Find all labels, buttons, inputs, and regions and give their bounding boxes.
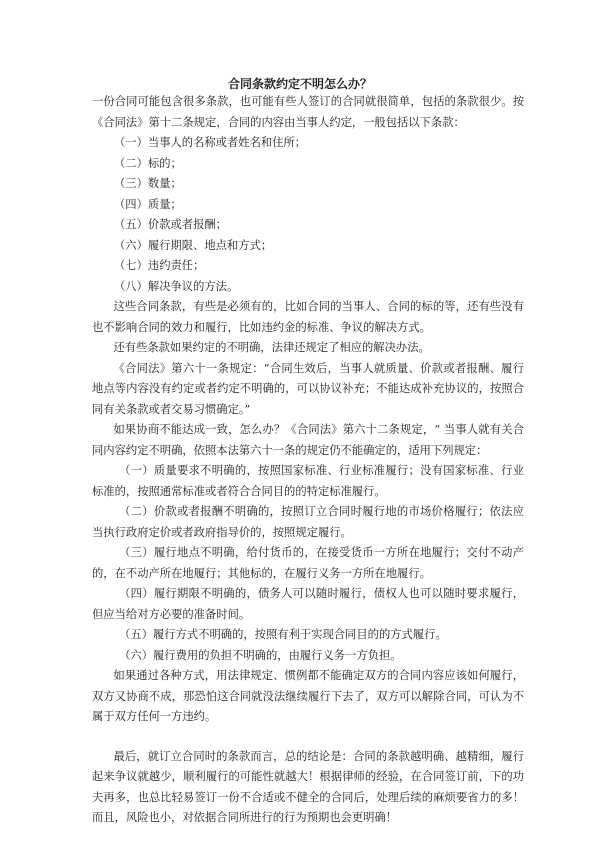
clause-item: （二）标的； — [114, 156, 182, 170]
rule-list — [92, 461, 524, 666]
clause-item: （五）价款或者报酬； — [114, 218, 227, 231]
unclear-clauses-paragraph: 还有些条款如果约定的不明确，法律还规定了相应的解决办法。 — [113, 341, 430, 354]
article-62-paragraph: 如果协商不能达成一致，怎么办？《合同法》第六十二条规定，“ 当事人就有关合同内容约定不明确，依照本法第六十一条的规定仍不能确定的，适用下列规定： — [92, 423, 524, 457]
essential-clauses-paragraph: 这些合同条款，有些是必须有的，比如合同的当事人、合同的标的等，还有些没有也不影响合同的效力和履行，比如违约金的标准、争议的解决方式。 — [92, 300, 524, 334]
clause-item: （四）质量； — [114, 197, 182, 211]
clause-item: （三）数量； — [114, 177, 182, 190]
document-title: 合同条款约定不明怎么办？ — [227, 77, 372, 91]
clause-item: （一）当事人的名称或者姓名和住所； — [114, 136, 307, 149]
rule-item: （二）价款或者报酬不明确的，按照订立合同时履行地的市场价格履行；依法应当执行政府定价或者政府指导价的，按照规定履行。 — [92, 505, 524, 539]
rule-item: （四）履行期限不明确的，债务人可以随时履行，债权人也可以随时要求履行，但应当给对方必要的准备时间。 — [92, 587, 524, 621]
rule-item: （三）履行地点不明确，给付货币的，在接受货币一方所在地履行；交付不动产的，在不动产所在地履行；其他标的，在履行义务一方所在地履行。 — [92, 546, 524, 580]
termination-paragraph: 如果通过各种方式，用法律规定、惯例都不能确定双方的合同内容应该如何履行，双方又协商不成，那恐怕这合同就没法继续履行下去了，双方可以解除合同，可认为不属于双方任何一方违约。 — [92, 669, 524, 723]
paragraph-spacer — [92, 728, 524, 747]
clause-item: （七）违约责任； — [114, 259, 205, 272]
clause-item: （六）履行期限、地点和方式； — [114, 238, 273, 252]
clause-item: （八）解决争议的方法。 — [114, 279, 239, 293]
intro-paragraph: 一份合同可能包含很多条款，也可能有些人签订的合同就很简单，包括的条款很少。按《合同法》第十二条规定，合同的内容由当事人约定，一般包括以下条款： — [92, 95, 524, 129]
clause-list — [92, 133, 524, 297]
article-61-paragraph: 《合同法》第六十一条规定：“合同生效后，当事人就质量、价款或者报酬、履行地点等内容没有约定或者约定不明确的，可以协议补充；不能达成补充协议的，按照合同有关条款或者交易习惯确定。” — [92, 361, 524, 416]
rule-item: （一）质量要求不明确的，按照国家标准、行业标准履行；没有国家标准、行业标准的，按照通常标准或者符合合同目的的特定标准履行。 — [92, 464, 524, 498]
rule-item: （五）履行方式不明确的，按照有利于实现合同目的的方式履行。 — [119, 628, 447, 641]
document-body — [92, 92, 524, 829]
rule-item: （六）履行费用的负担不明确的，由履行义务一方负担。 — [119, 648, 402, 662]
conclusion-paragraph: 最后，就订立合同时的条款而言，总的结论是：合同的条款越明确、越精细，履行起来争议就越少，顺利履行的可能性就越大！根据律师的经验，在合同签订前，下的功夫再多，也总比轻易签订一份不合适或不健全的合同后，处理后续的麻烦要省力的多！而且，风险也小，对依据合同所进行的行为预期也会更明确！ — [92, 749, 524, 824]
